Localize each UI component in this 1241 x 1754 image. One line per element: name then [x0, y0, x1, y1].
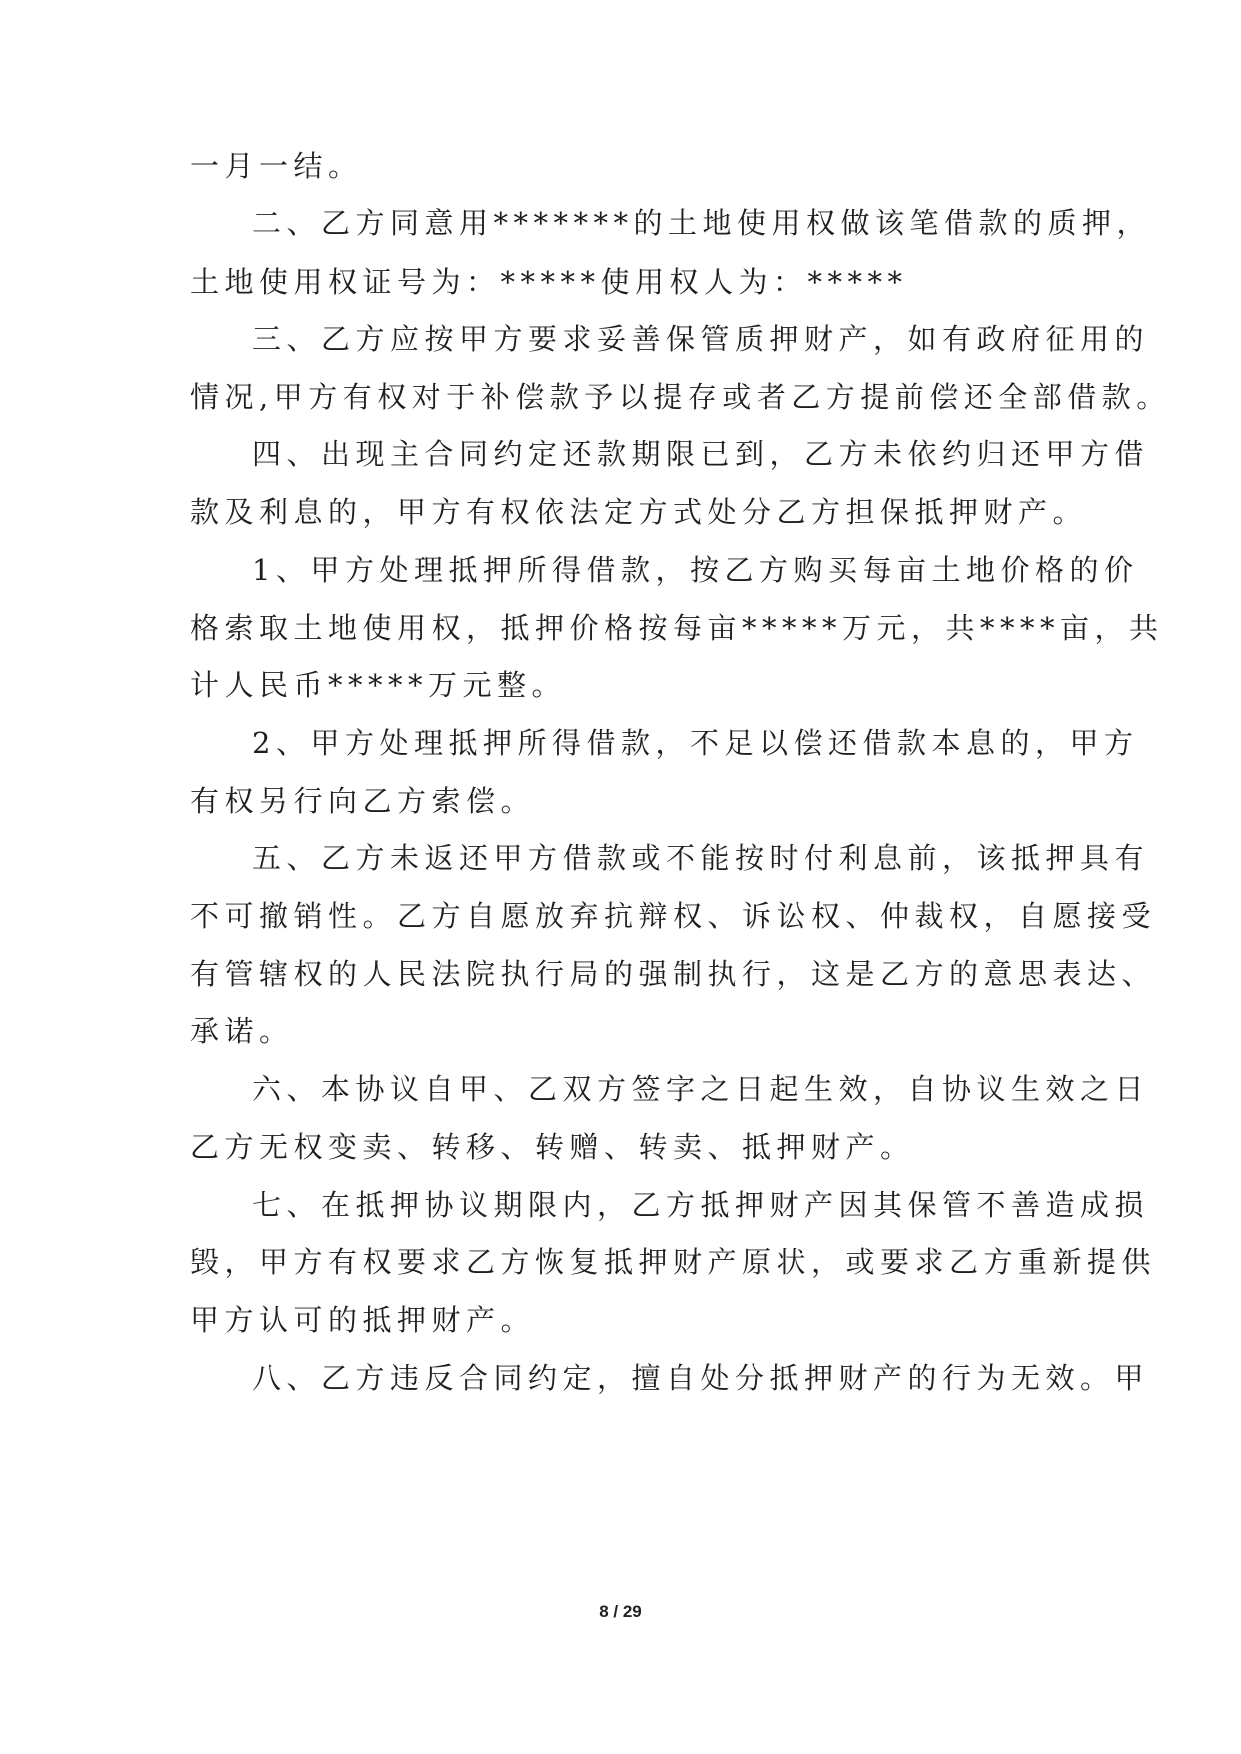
text-line: 计人民币*****万元整。	[190, 668, 567, 702]
text-line: 情况,甲方有权对于补偿款予以提存或者乙方提前偿还全部借款。	[190, 380, 1171, 414]
text-line: 四、出现主合同约定还款期限已到，乙方未依约归还甲方借	[252, 437, 1150, 471]
text-line: 土地使用权证号为：*****使用权人为：*****	[190, 265, 908, 299]
text-line: 承诺。	[190, 1014, 294, 1048]
text-line: 甲方认可的抵押财产。	[190, 1303, 536, 1337]
page-number: 8 / 29	[599, 1602, 642, 1621]
text-line: 不可撤销性。乙方自愿放弃抗辩权、诉讼权、仲裁权，自愿接受	[190, 899, 1157, 933]
text-line: 款及利息的，甲方有权依法定方式处分乙方担保抵押财产。	[190, 495, 1088, 529]
text-line: 三、乙方应按甲方要求妥善保管质押财产，如有政府征用的	[252, 322, 1150, 356]
text-line: 五、乙方未返还甲方借款或不能按时付利息前，该抵押具有	[252, 841, 1150, 875]
text-line: 八、乙方违反合同约定，擅自处分抵押财产的行为无效。甲	[252, 1361, 1150, 1395]
text-line: 有权另行向乙方索偿。	[190, 784, 536, 818]
text-line: 二、乙方同意用*******的土地使用权做该笔借款的质押，	[252, 206, 1152, 240]
text-line: 2、甲方处理抵押所得借款，不足以偿还借款本息的，甲方	[252, 726, 1139, 760]
text-line: 六、本协议自甲、乙双方签字之日起生效，自协议生效之日	[252, 1072, 1150, 1106]
text-line: 格索取土地使用权，抵押价格按每亩*****万元，共****亩，共	[190, 611, 1164, 645]
text-line: 一月一结。	[190, 149, 363, 183]
text-line: 乙方无权变卖、转移、转赠、转卖、抵押财产。	[190, 1130, 915, 1164]
text-line: 七、在抵押协议期限内，乙方抵押财产因其保管不善造成损	[252, 1188, 1150, 1222]
text-line: 有管辖权的人民法院执行局的强制执行，这是乙方的意思表达、	[190, 957, 1157, 991]
text-line: 毁，甲方有权要求乙方恢复抵押财产原状，或要求乙方重新提供	[190, 1245, 1157, 1279]
text-line: 1、甲方处理抵押所得借款，按乙方购买每亩土地价格的价	[252, 553, 1139, 587]
